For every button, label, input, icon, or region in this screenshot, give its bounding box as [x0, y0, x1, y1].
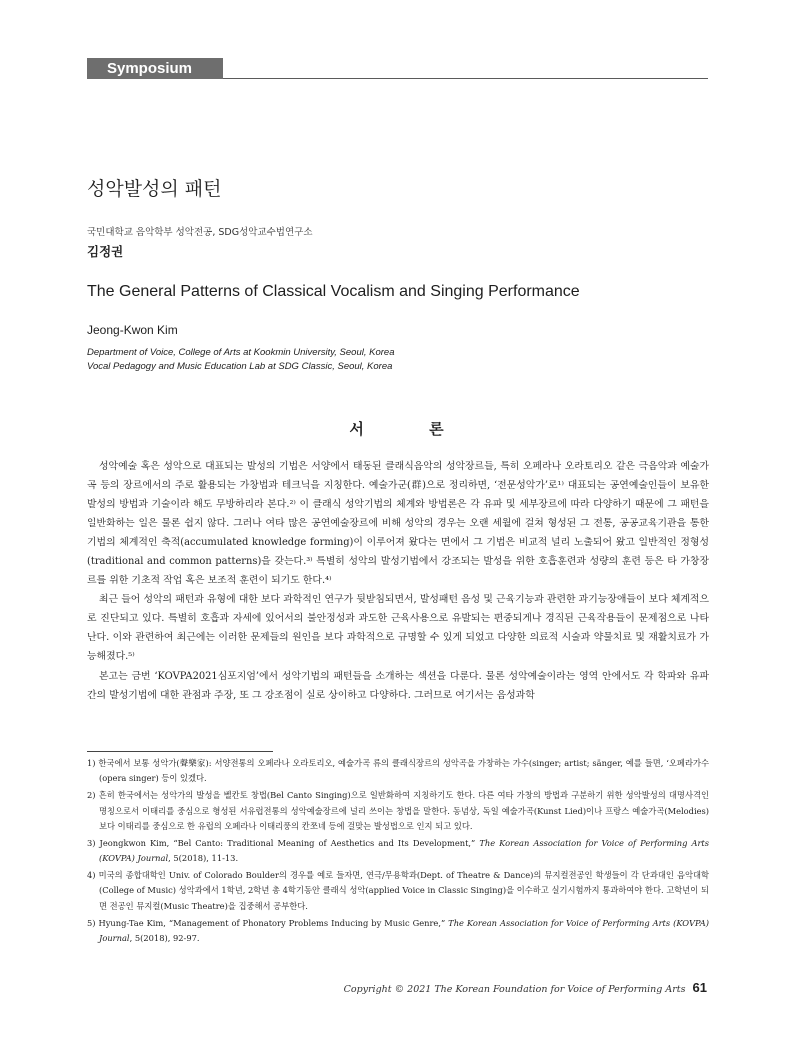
- affiliation-ko: 국민대학교 음악학부 성악전공, SDG성악교수법연구소: [87, 227, 313, 238]
- affiliation-en-1: Department of Voice, College of Arts at Kookmin University, Seoul, Korea: [87, 347, 395, 358]
- body-text: [87, 457, 709, 705]
- paragraph-1: 성악예술 혹은 성악으로 대표되는 발성의 기법은 서양에서 태동된 클래식음악의 성악장르들, 특히 오페라나 오라토리오 같은 극음악과 예술가곡 등의 장르에서의 주로 활용되는 가창법과 테크닉을 지칭한다. 예술가군(群)으로 정리하면, ‘전문성악가’로¹⁾ 대표되는 공연예술인들이 보유한 발성의 방법과 기술이라 해도 무방하리라 본다.²⁾ 이 클래식 성악기법의 체계와 방법론은 각 유파 및 세부장르에 따라 다양하기 때문에 그 패턴을 일반화하는 일은 물론 쉽지 않다. 그러나 여타 많은 공연예술장르에 비해 성악의 경우는 오랜 세월에 걸쳐 형성된 그 전통, 공공교육기관을 통한 기법의 체계적인 축적(accumulated knowledge forming)이 이루어져 왔다는 면에서 그 기법은 비교적 널리 노출되어 왔고 일반적인 정형성(traditional and common patterns)을 갖는다.³⁾ 특별히 성악의 발성기법에서 강조되는 발성을 위한 호흡훈련과 성량의 훈련 등은 타 가창장르를 위한 기초적 작업 혹은 보조적 훈련이 되기도 한다.⁴⁾: [87, 461, 709, 587]
- author-name-ko: 김정권: [87, 244, 124, 259]
- header-rule: [223, 78, 708, 79]
- page-footer: [344, 980, 707, 995]
- footnote-3-issue: , 5(2018), 11-13.: [168, 853, 239, 864]
- footnote-3-text: 3) Jeongkwon Kim, “Bel Canto: Traditional Meaning of Aesthetics and Its Development,”: [87, 837, 480, 848]
- footnote-3: [87, 836, 709, 867]
- section-heading: 서 론: [349, 420, 474, 438]
- footnote-5: [87, 916, 709, 947]
- article-title-en: The General Patterns of Classical Vocalism and Singing Performance: [87, 283, 580, 300]
- footnote-3-journal: The Korean Association for Voice of Performing Arts (KOVPA) Journal: [99, 837, 709, 864]
- copyright-text: Copyright © 2021 The Korean Foundation for Voice of Performing Arts: [343, 984, 686, 995]
- paragraph-3: 본고는 금번 ‘KOVPA2021심포지엄’에서 성악기법의 패턴들을 소개하는 섹션을 다룬다. 물론 성악예술이라는 영역 안에서도 각 학파와 유파 간의 발성기법에 대한 관점과 주장, 또 그 강조점이 실로 상이하고 다양하다. 그러므로 여기서는 음성과학: [87, 670, 709, 701]
- page-number: 61: [692, 980, 707, 995]
- article-title-ko: 성악발성의 패턴: [87, 178, 222, 200]
- paragraph-2: 최근 들어 성악의 패턴과 유형에 대한 보다 과학적인 연구가 뒷받침되면서, 발성패턴 음성 및 근육기능과 관련한 과기능장애들이 보다 체계적으로 진단되고 있다. 특별히 호흡과 자세에 있어서의 불안정성과 과도한 근육사용으로 유발되는 편중되게나 경직된 근육작용들이 문제점으로 나타난다. 이와 관련하여 최근에는 이러한 문제들의 원인을 보다 과학적으로 규명할 수 있게 되었고 다양한 의료적 시술과 약물치료 및 재활치료가 가능해졌다.⁵⁾: [87, 594, 709, 663]
- footnote-4: 4) 미국의 종합대학인 Univ. of Colorado Boulder의 경우를 예로 들자면, 연극/무용학과(Dept. of Theatre & Dance)의 뮤지컬전공인 학생들이 각 단과대인 음악대학(College of Music) 성악과에서 1학년, 2학년 총 4학기동안 클래식 성악(applied Voice in Classic Singing)을 이수하고 실기시험까지 통과하여야 한다. 고학년이 되면 전공인 뮤지컬(Music Theatre)을 집중해서 공부한다.: [87, 870, 709, 911]
- affiliation-en-2: Vocal Pedagogy and Music Education Lab at SDG Classic, Seoul, Korea: [87, 361, 393, 372]
- footnotes: [87, 756, 709, 948]
- footnote-2: 2) 흔히 한국에서는 성악가의 발성을 벨칸토 창법(Bel Canto Singing)으로 일반화하여 지칭하기도 한다. 다른 여타 가창의 방법과 구분하기 위한 성악발성의 대명사격인 명칭으로서 이태리를 중심으로 형성된 서유럽전통의 성악예술장르에 널리 쓰이는 창법을 말한다. 동념상, 독일 예술가곡(Kunst Lied)이나 프랑스 예술가곡(Melodies) 보다 이태리를 중심으로 한 유럽의 오페라나 이태리풍의 칸쪼네 등에 걸맞는 발성법으로 인지 되고 있다.: [87, 790, 709, 831]
- footnote-1: 1) 한국에서 보통 성악가(聲樂家): 서양전통의 오페라나 오라토리오, 예술가곡 류의 클래식장르의 성악곡을 가창하는 가수(singer; artist; sänger, 예를 들면, ‘오페라가수(opera singer) 등이 있겠다.: [87, 758, 709, 784]
- author-name-en: Jeong-Kwon Kim: [87, 323, 178, 337]
- footnote-5-journal: The Korean Association for Voice of Performing Arts (KOVPA) Journal: [99, 917, 709, 944]
- footnote-5-issue: , 5(2018), 92-97.: [129, 933, 200, 944]
- footnote-5-text: 5) Hyung-Tae Kim, “Management of Phonatory Problems Inducing by Music Genre,”: [87, 917, 449, 928]
- footnote-rule: [87, 751, 273, 752]
- section-label: Symposium: [87, 58, 223, 79]
